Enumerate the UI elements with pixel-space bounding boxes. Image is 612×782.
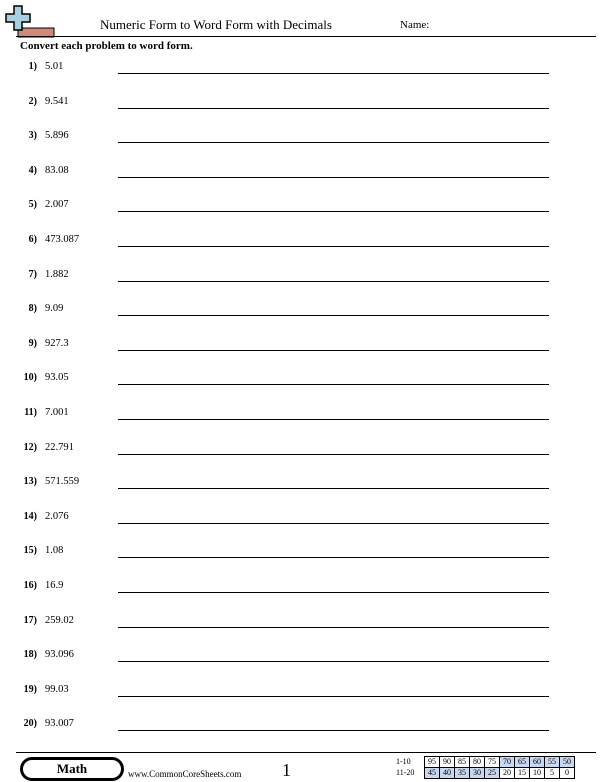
score-table [396,756,575,779]
answer-line[interactable] [118,592,549,593]
math-badge-label: Math [23,760,121,778]
score-cell: 95 [425,757,440,768]
score-row [396,757,575,768]
problem-row [0,649,612,669]
score-cell: 35 [455,768,470,779]
score-cell: 75 [485,757,500,768]
problem-value: 16.9 [45,580,64,591]
problem-value: 1.882 [45,268,69,280]
problem-number: 4) [28,164,37,176]
problem-number: 17) [23,614,37,626]
problem-row [0,511,612,531]
problem-row [0,234,612,254]
answer-line[interactable] [118,627,549,628]
answer-line[interactable] [118,730,549,731]
problem-value: 7.001 [45,407,69,418]
problem-row [0,130,612,150]
name-label: Name: [400,19,430,31]
answer-line[interactable] [118,384,549,385]
problem-number: 10) [23,372,37,384]
answer-line[interactable] [118,661,549,662]
problem-row [0,338,612,358]
problem-number: 13) [23,476,37,488]
answer-line[interactable] [118,177,549,178]
problem-number: 7) [28,268,37,280]
score-cell: 55 [545,757,560,768]
problem-value: 93.096 [45,649,74,661]
problem-value: 5.896 [45,130,69,142]
problem-row [0,61,612,81]
problem-value: 259.02 [45,614,74,626]
problem-value: 99.03 [45,683,69,695]
score-cell: 10 [530,768,545,779]
problem-row [0,96,612,116]
page-number: 1 [282,760,291,780]
problem-number: 1) [28,61,37,72]
score-row [396,768,575,779]
score-cell: 30 [470,768,485,779]
problem-value: 1.08 [45,545,64,557]
problem-number: 3) [28,130,37,142]
answer-line[interactable] [118,523,549,524]
problem-value: 5.01 [45,61,64,72]
answer-line[interactable] [118,142,549,143]
score-cell: 40 [440,768,455,779]
answer-line[interactable] [118,696,549,697]
problem-row [0,684,612,704]
problem-row [0,303,612,323]
score-cell: 70 [500,757,515,768]
score-cell: 65 [515,757,530,768]
answer-line[interactable] [118,73,549,74]
problem-number: 6) [28,234,37,245]
score-cell: 25 [485,768,500,779]
problem-value: 9.09 [45,303,64,315]
answer-line[interactable] [118,454,549,455]
page-title: Numeric Form to Word Form with Decimals [100,17,332,32]
problem-row [0,545,612,565]
problem-row [0,580,612,600]
problem-number: 20) [23,718,37,730]
problem-row [0,476,612,496]
score-row-label: 11-20 [396,768,415,777]
answer-line[interactable] [118,211,549,212]
answer-line[interactable] [118,419,549,420]
answer-line[interactable] [118,281,549,282]
math-badge [20,757,124,781]
score-cell: 60 [530,757,545,768]
worksheet-footer [0,752,612,782]
problem-number: 16) [23,580,37,591]
problem-number: 12) [23,441,37,453]
score-cell: 45 [425,768,440,779]
score-row-label: 1-10 [396,757,411,766]
answer-line[interactable] [118,488,549,489]
problem-value: 473.087 [45,234,80,245]
score-cell: 20 [500,768,515,779]
problem-value: 93.007 [45,718,74,730]
problem-value: 2.076 [45,510,69,522]
problem-row [0,199,612,219]
site-url: www.CommonCoreSheets.com [128,769,242,779]
problem-number: 19) [23,683,37,695]
instructions: Convert each problem to word form. [20,40,193,52]
score-cell: 5 [545,768,560,779]
problem-row [0,165,612,185]
problem-value: 571.559 [45,476,80,488]
problem-number: 5) [28,199,37,211]
score-cell: 85 [455,757,470,768]
footer-divider [16,752,596,753]
answer-line[interactable] [118,350,549,351]
problem-number: 15) [23,545,37,557]
problem-value: 9.541 [45,95,69,107]
score-cell: 80 [470,757,485,768]
problem-row [0,442,612,462]
problem-number: 11) [24,407,37,418]
problem-row [0,407,612,427]
score-cell: 0 [560,768,575,779]
score-cell: 15 [515,768,530,779]
problem-value: 927.3 [45,337,69,349]
problem-value: 93.05 [45,372,69,384]
problem-value: 2.007 [45,199,69,211]
answer-line[interactable] [118,557,549,558]
score-cell: 50 [560,757,575,768]
problem-row [0,718,612,738]
problem-number: 2) [28,95,37,107]
answer-line[interactable] [118,315,549,316]
problem-row [0,372,612,392]
problem-number: 9) [28,337,37,349]
problem-number: 14) [23,510,37,522]
problem-value: 83.08 [45,164,69,176]
score-cell: 90 [440,757,455,768]
answer-line[interactable] [118,246,549,247]
answer-line[interactable] [118,108,549,109]
problem-row [0,615,612,635]
problem-number: 8) [28,303,37,315]
problem-row [0,269,612,289]
problem-value: 22.791 [45,441,74,453]
problem-number: 18) [23,649,37,661]
